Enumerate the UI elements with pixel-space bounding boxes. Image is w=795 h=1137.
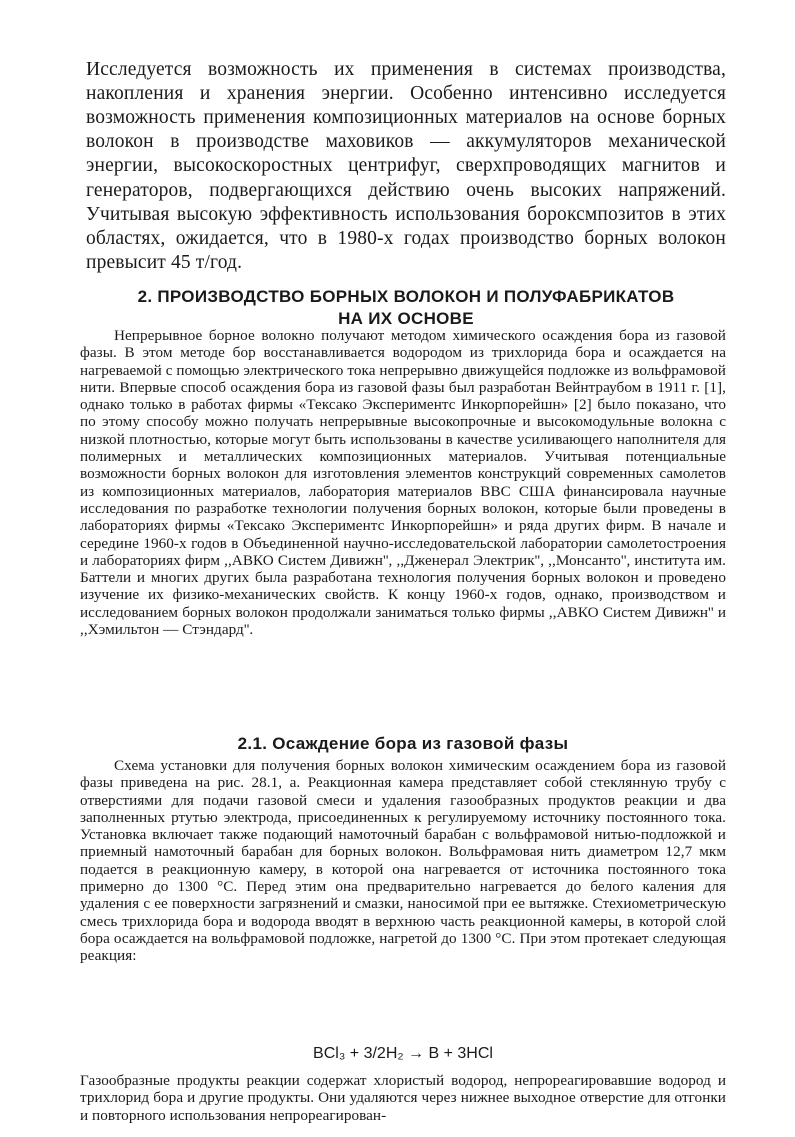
- section-heading: [86, 286, 726, 330]
- subsection-paragraph-after-formula: Газообразные продукты реакции содержат хлористый водород, непрореагировавшие водород и трихлорид бора и другие продукты. Они удаляются через нижнее выходное отверстие для отгонки и повторного использования непрореагирован-: [80, 1072, 726, 1124]
- subsection-paragraph-text: Схема установки для получения борных волокон химическим осаждением бора из газовой фазы приведена на рис. 28.1, а. Реакционная камера представляет собой стеклянную трубу с отверстиями для подачи газовой смеси и удаления газообразных продуктов реакции и два заполненных ртутью электрода, присоединенных к регулируемому источнику постоянного тока. Установка включает также подающий намоточный барабан с вольфрамовой нитью-подложкой и приемный намоточный барабан для борных волокон. Вольфрамовая нить диаметром 12,7 мкм подается в реакционную камеру, в которой она нагревается от источника постоянного тока примерно до 1300 °С. Перед этим она предварительно нагревается до белого каления для удаления с ее поверхности загрязнений и смазки, наносимой при ее вытяжке. Стехиометрическую смесь трихлорида бора и водорода вводят в верхнюю часть реакционной камеры, в которой слой бора осаждается на вольфрамовой подложке, нагретой до 1300 °С. При этом протекает следующая реакция:: [80, 757, 726, 965]
- section-heading-line-1: 2. ПРОИЗВОДСТВО БОРНЫХ ВОЛОКОН И ПОЛУФАБРИКАТОВ: [137, 287, 675, 307]
- subsection-paragraph: [80, 757, 726, 965]
- intro-paragraph: Исследуется возможность их применения в системах производства, накопления и хранения энергии. Особенно интенсивно исследуется возможность применения композиционных материалов на основе борных волокон в производстве маховиков — аккумуляторов механической энергии, высокоскоростных центрифуг, сверхпроводящих магнитов и генераторов, подвергающихся действию очень высоких напряжений. Учитывая высокую эффективность использования бороксмпозитов в этих областях, ожидается, что в 1980-х годах производство борных волокон превысит 45 т/год.: [86, 58, 726, 274]
- section-paragraph-text: Непрерывное борное волокно получают методом химического осаждения бора из газовой фазы. В этом методе бор восстанавливается водородом из трихлорида бора и осаждается на нагреваемой с помощью электрического тока непрерывно движущейся подложке из вольфрамовой нити. Впервые способ осаждения бора из газовой фазы был разработан Вейнтраубом в 1911 г. [1], однако только в работах фирмы «Тексако Экспериментс Инкорпорейшн» [2] было показано, что по этому способу можно получать непрерывные высокопрочные и высокомодульные волокна с низкой плотностью, которые могут быть использованы в качестве усиливающего наполнителя для полимерных и металлических композиционных материалов. Учитывая потенциальные возможности борных волокон для изготовления элементов конструкций современных самолетов из композиционных материалов, лаборатория материалов ВВС США финансировала научные исследования по разработке технологии получения борных волокон, которые были проведены в лабораториях фирмы «Тексако Экспериментс Инкорпорейшн» и ряда других фирм. В начале и середине 1960-х годов в Объединенной научно-исследовательской лаборатории самолетостроения и лабораториях фирм ,,АВКО Систем Дивижн'', ,,Дженерал Электрик'', ,,Монсанто'', института им. Баттели и многих других была разработана технология получения борных волокон и проведено изучение их физико-механических свойств. К концу 1960-х годов, однако, производством и исследованием борных волокон продолжали заниматься только фирмы ,,АВКО Систем Дивижн'' и ,,Хэмильтон — Стэндард''.: [80, 327, 726, 639]
- reaction-formula: BCl₃ + 3/2H₂ → B + 3HCl: [313, 1045, 493, 1062]
- section-paragraph: [80, 327, 726, 638]
- section-heading-line-2: НА ИХ ОСНОВЕ: [338, 309, 474, 329]
- subsection-heading: 2.1. Осаждение бора из газовой фазы: [237, 734, 569, 753]
